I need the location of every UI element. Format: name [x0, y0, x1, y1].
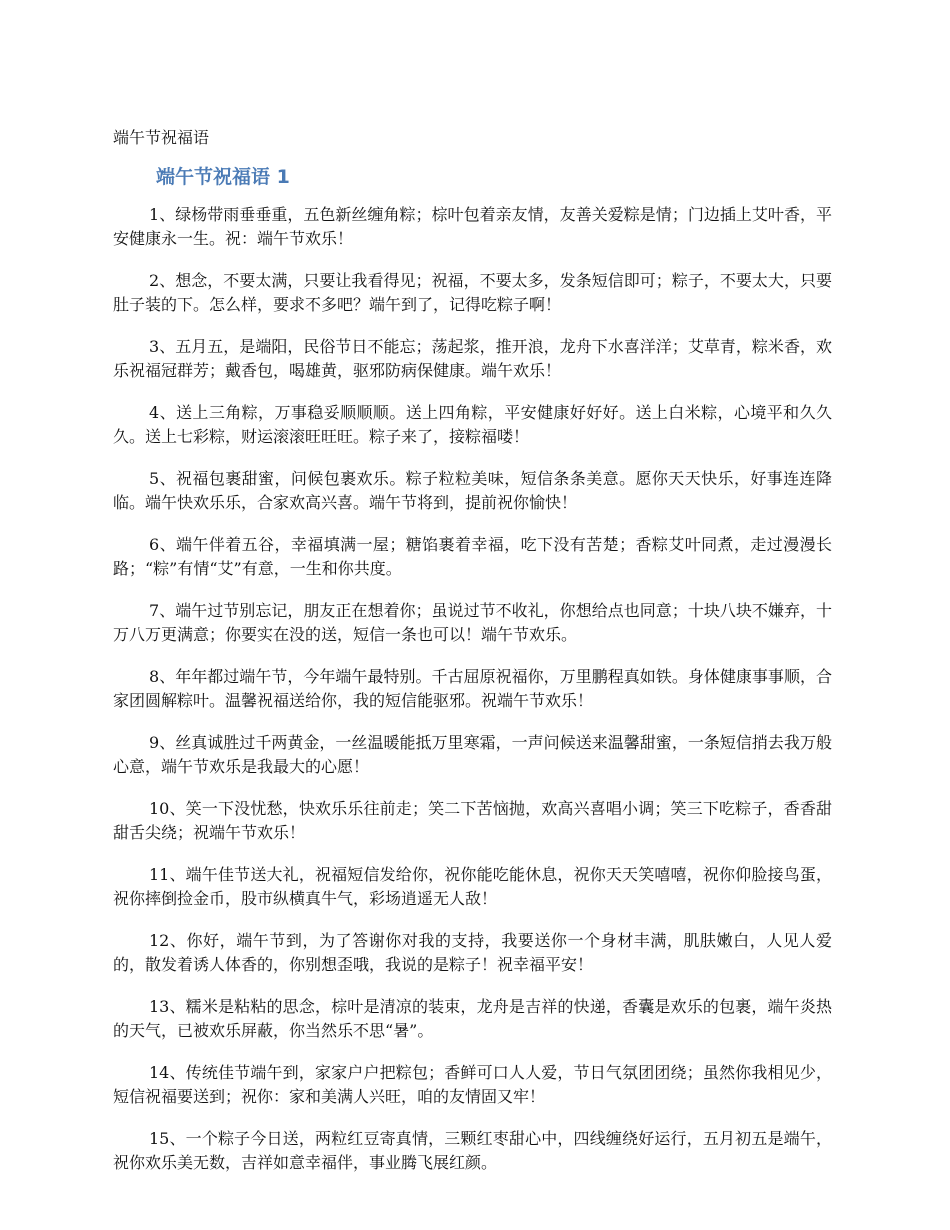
blessing-item-3: 3、五月五，是端阳，民俗节日不能忘；荡起浆，推开浪，龙舟下水喜洋洋；艾草青，粽米香，欢乐祝福冠群芳；戴香包，喝雄黄，驱邪防病保健康。端午欢乐！ — [113, 337, 832, 380]
blessing-item-5: 5、祝福包裹甜蜜，问候包裹欢乐。粽子粒粒美味，短信条条美意。愿你天天快乐，好事连连降临。端午快欢乐乐，合家欢高兴喜。端午节将到，提前祝你愉快！ — [113, 469, 832, 512]
blessing-item-11: 11、端午佳节送大礼，祝福短信发给你，祝你能吃能休息，祝你天天笑嘻嘻，祝你仰脸接鸟蛋，祝你摔倒捡金币，股市纵横真牛气，彩场逍遥无人敌！ — [113, 865, 832, 908]
blessing-item-14: 14、传统佳节端午到，家家户户把粽包；香鲜可口人人爱，节日气氛团团绕；虽然你我相见少，短信祝福要送到；祝你：家和美满人兴旺，咱的友情固又牢！ — [113, 1063, 832, 1106]
blessing-list — [113, 203, 832, 1193]
blessing-item-9: 9、丝真诚胜过千两黄金，一丝温暖能抵万里寒霜，一声问候送来温馨甜蜜，一条短信捎去我万般心意，端午节欢乐是我最大的心愿！ — [113, 733, 832, 776]
blessing-item-13: 13、糯米是粘粘的思念，棕叶是清凉的装束，龙舟是吉祥的快递，香囊是欢乐的包裹，端午炎热的天气，已被欢乐屏蔽，你当然乐不思“暑”。 — [113, 997, 832, 1040]
section-heading: 端午节祝福语 1 — [156, 166, 290, 188]
blessing-item-2: 2、想念，不要太满，只要让我看得见；祝福，不要太多，发条短信即可；粽子，不要太大，只要肚子装的下。怎么样，要求不多吧？端午到了，记得吃粽子啊！ — [113, 271, 832, 314]
blessing-item-1: 1、绿杨带雨垂垂重，五色新丝缠角粽；棕叶包着亲友情，友善关爱粽是情；门边插上艾叶香，平安健康永一生。祝：端午节欢乐！ — [113, 205, 832, 248]
blessing-item-15: 15、一个粽子今日送，两粒红豆寄真情，三颗红枣甜心中，四线缠绕好运行，五月初五是端午，祝你欢乐美无数，吉祥如意幸福伴，事业腾飞展红颜。 — [113, 1129, 832, 1172]
document-title: 端午节祝福语 — [113, 128, 210, 147]
blessing-item-10: 10、笑一下没忧愁，快欢乐乐往前走；笑二下苦恼抛，欢高兴喜唱小调；笑三下吃粽子，香香甜甜舌尖绕；祝端午节欢乐！ — [113, 799, 832, 842]
blessing-item-6: 6、端午伴着五谷，幸福填满一屋；糖馅裹着幸福，吃下没有苦楚；香粽艾叶同煮，走过漫漫长路；“粽”有情“艾”有意，一生和你共度。 — [113, 535, 832, 578]
blessing-item-4: 4、送上三角粽，万事稳妥顺顺顺。送上四角粽，平安健康好好好。送上白米粽，心境平和久久久。送上七彩粽，财运滚滚旺旺旺。粽子来了，接粽福喽！ — [113, 403, 832, 446]
blessing-item-8: 8、年年都过端午节，今年端午最特别。千古屈原祝福你，万里鹏程真如铁。身体健康事事顺，合家团圆解粽叶。温馨祝福送给你，我的短信能驱邪。祝端午节欢乐！ — [113, 667, 832, 710]
blessing-item-12: 12、你好，端午节到，为了答谢你对我的支持，我要送你一个身材丰满，肌肤嫩白，人见人爱的，散发着诱人体香的，你别想歪哦，我说的是粽子！祝幸福平安！ — [113, 931, 832, 974]
blessing-item-7: 7、端午过节别忘记，朋友正在想着你；虽说过节不收礼，你想给点也同意；十块八块不嫌弃，十万八万更满意；你要实在没的送，短信一条也可以！端午节欢乐。 — [113, 601, 832, 644]
